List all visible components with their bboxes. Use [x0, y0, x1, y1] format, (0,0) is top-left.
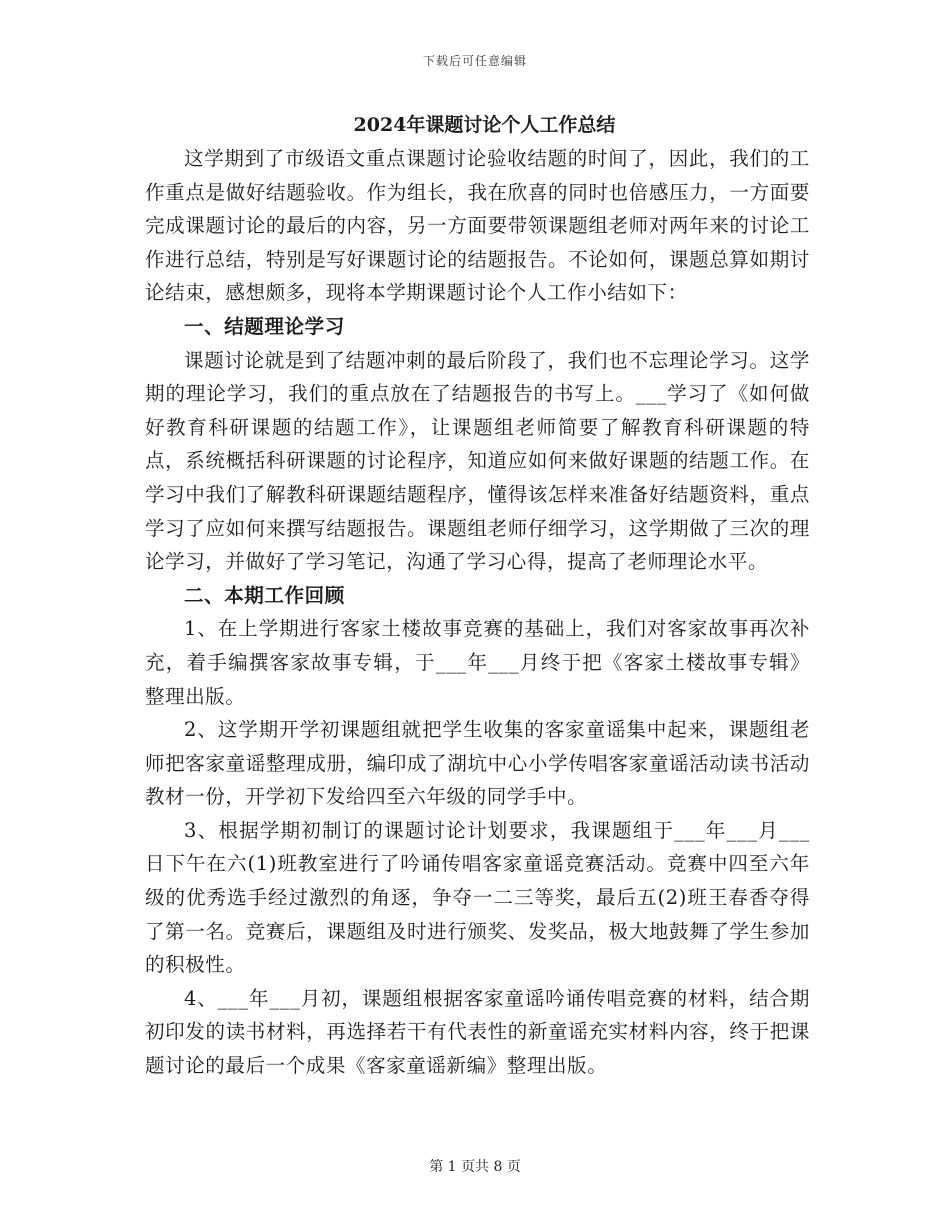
- document-title: 2024年课题讨论个人工作总结: [353, 114, 616, 136]
- review-item-4: 4、___年___月初，课题组根据客家童谣吟诵传唱竞赛的材料，结合期初印发的读书材料，再选择若干有代表性的新童谣充实材料内容，终于把课题讨论的最后一个成果《客家童谣新编》整理出版。: [145, 986, 810, 1078]
- page-footer: 第 1 页共 8 页: [429, 1159, 521, 1175]
- intro-paragraph: 这学期到了市级语文重点课题讨论验收结题的时间了，因此，我们的工作重点是做好结题验收。作为组长，我在欣喜的同时也倍感压力，一方面要完成课题讨论的最后的内容，另一方面要带领课题组老师对两年来的讨论工作进行总结，特别是写好课题讨论的结题报告。不论如何，课题总算如期讨论结束，感想颇多，现将本学期课题讨论个人工作小结如下：: [145, 147, 810, 305]
- review-item-3: 3、根据学期初制订的课题讨论计划要求，我课题组于___年___月___日下午在六(1)班教室进行了吟诵传唱客家童谣竞赛活动。竞赛中四至六年级的优秀选手经过激烈的角逐，争夺一二三等奖，最后五(2)班王春香夺得了第一名。竞赛后，课题组及时进行颁奖、发奖品，极大地鼓舞了学生参加的积极性。: [145, 818, 810, 977]
- section-heading-theory: 一、结题理论学习: [184, 314, 345, 338]
- section-heading-review: 二、本期工作回顾: [184, 583, 345, 607]
- document-body: [145, 108, 810, 1083]
- review-item-2: 2、这学期开学初课题组就把学生收集的客家童谣集中起来，课题组老师把客家童谣整理成册，编印成了湖坑中心小学传唱客家童谣活动读书活动教材一份，开学初下发给四至六年级的同学手中。: [145, 718, 810, 809]
- review-item-1: 1、在上学期进行客家土楼故事竞赛的基础上，我们对客家故事再次补充，着手编撰客家故事专辑，于___年___月终于把《客家土楼故事专辑》整理出版。: [145, 617, 810, 708]
- header-note: 下载后可任意编辑: [422, 54, 527, 68]
- theory-paragraph: 课题讨论就是到了结题冲刺的最后阶段了，我们也不忘理论学习。这学期的理论学习，我们的重点放在了结题报告的书写上。___学习了《如何做好教育科研课题的结题工作》，让课题组老师简要了解教育科研课题的特点，系统概括科研课题的讨论程序，知道应如何来做好课题的结题工作。在学习中我们了解教科研课题结题程序，懂得该怎样来准备好结题资料，重点学习了应如何来撰写结题报告。课题组老师仔细学习，这学期做了三次的理论学习，并做好了学习笔记，沟通了学习心得，提高了老师理论水平。: [145, 348, 810, 574]
